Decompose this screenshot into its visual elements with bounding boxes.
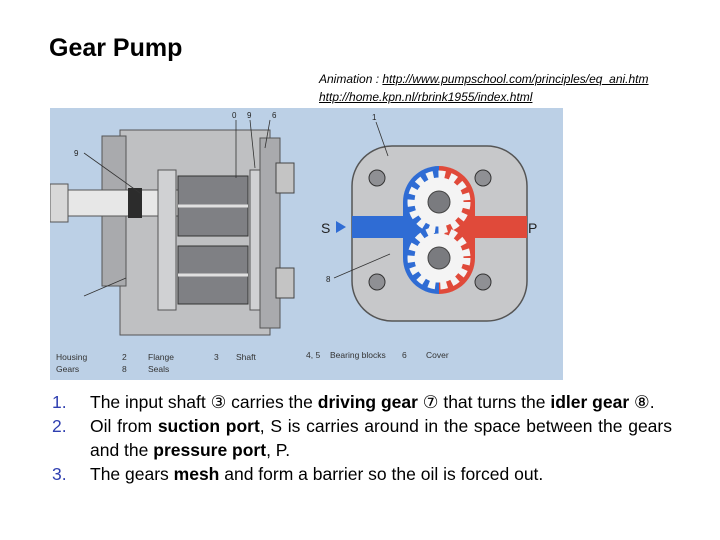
list-item: 3. The gears mesh and form a barrier so the oil is forced out. <box>52 464 544 484</box>
idler-gear-hub <box>428 247 450 269</box>
svg-text:Bearing blocks: Bearing blocks <box>330 350 386 360</box>
list-item: 1. The input shaft ③ carries the driving gear ⑦ that turns the idler gear ⑧. <box>52 392 655 412</box>
rbrink-link[interactable]: http://home.kpn.nl/rbrink1955/index.html <box>319 90 533 104</box>
svg-text:2: 2 <box>122 352 127 362</box>
item-number: 1. <box>52 392 67 412</box>
svg-text:Gears: Gears <box>56 364 80 374</box>
callout-9-top: 9 <box>247 111 252 120</box>
callout-6: 6 <box>272 111 277 120</box>
housing-bolt-lower <box>276 268 294 298</box>
item-number: 3. <box>52 464 67 484</box>
svg-text:Shaft: Shaft <box>236 352 256 362</box>
svg-text:Flange: Flange <box>148 352 174 362</box>
callout-8: 8 <box>326 275 331 284</box>
list-item: 2. Oil from suction port, S is carries around in the space between the gears and the pressure port, P. <box>52 416 672 460</box>
svg-text:Housing: Housing <box>56 352 88 362</box>
bolt-bottom-left <box>369 274 385 290</box>
pumpschool-link[interactable]: http://www.pumpschool.com/principles/eq_ani.htm <box>382 72 649 86</box>
bolt-bottom-right <box>475 274 491 290</box>
explanation-list <box>52 390 672 486</box>
housing-bolt <box>276 163 294 193</box>
animation-links <box>319 70 649 106</box>
item-number: 2. <box>52 416 67 436</box>
bearing-block-right <box>250 170 260 310</box>
bolt-top-right <box>475 170 491 186</box>
svg-text:3: 3 <box>214 352 219 362</box>
animation-line <box>319 70 649 88</box>
callout-1: 1 <box>372 113 377 122</box>
pressure-port-label: P <box>528 220 538 236</box>
svg-text:6: 6 <box>402 350 407 360</box>
svg-text:4, 5: 4, 5 <box>306 350 321 360</box>
link2-line <box>319 88 649 106</box>
svg-text:8: 8 <box>122 364 127 374</box>
driving-gear-hub <box>428 191 450 213</box>
svg-text:Cover: Cover <box>426 350 449 360</box>
bearing-block <box>158 170 176 310</box>
callout-0: 0 <box>232 111 237 120</box>
suction-port-label: S <box>321 220 331 236</box>
slide-title: Gear Pump <box>49 34 183 62</box>
animation-label: Animation : <box>319 72 383 86</box>
gear-pump-diagram <box>50 108 563 380</box>
callout-9-left: 9 <box>74 149 79 158</box>
svg-text:Seals: Seals <box>148 364 170 374</box>
shaft-nut <box>50 184 68 222</box>
bolt-top-left <box>369 170 385 186</box>
